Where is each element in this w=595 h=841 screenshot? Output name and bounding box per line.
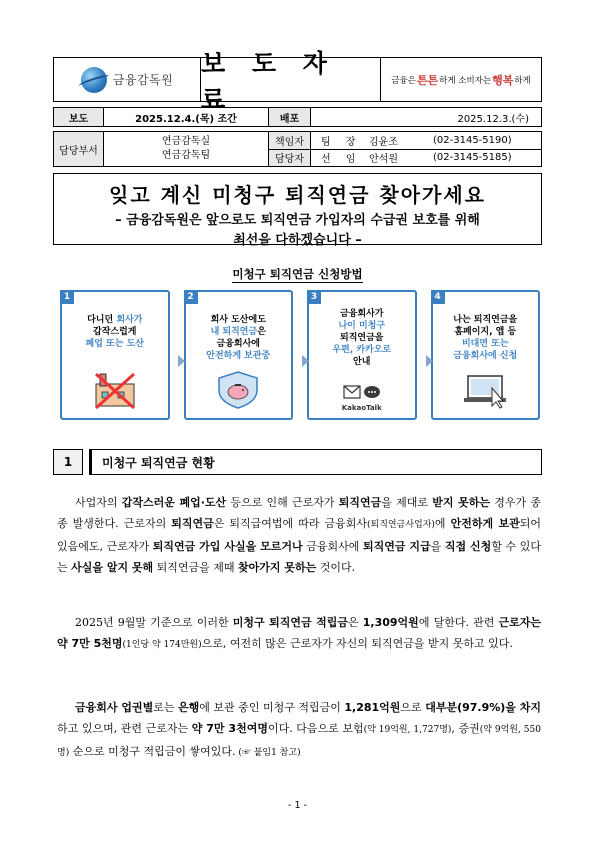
step-card-3: 3 금융회사가 나이 미청구 퇴직연금을 우편, 카카오로 안내 KakaoTalk bbox=[307, 290, 417, 420]
department-names: 연금감독실 연금감독팀 bbox=[104, 132, 269, 166]
release-label: 보도 bbox=[54, 108, 104, 126]
closed-factory-icon bbox=[92, 370, 138, 410]
arrow-right-icon bbox=[302, 355, 309, 367]
dist-label: 배포 bbox=[269, 108, 311, 126]
arrow-right-icon bbox=[426, 355, 433, 367]
steps-title: 미청구 퇴직연금 신청방법 bbox=[232, 267, 363, 281]
arrow-right-icon bbox=[178, 355, 185, 367]
org-name: 금융감독원 bbox=[112, 73, 174, 87]
department-label: 담당부서 bbox=[54, 132, 104, 166]
kakaotalk-label: KakaoTalk bbox=[341, 404, 382, 412]
org-logo bbox=[54, 58, 201, 101]
paragraph-2: 2025년 9월말 기준으로 이러한 미청구 퇴직연금 적립금은 1,309억원에 달한다. 관련 근로자는 약 7만 5천명(1인당 약 174만원)으로, 여전히 많은 근로자가 자신의 퇴직연금을 받지 못하고 있다. bbox=[57, 616, 541, 650]
contact-row: 책임자 팀 장 김윤조 (02-3145-5190) bbox=[269, 132, 541, 149]
contact-row: 담당자 선 임 안석원 (02-3145-5185) bbox=[269, 149, 541, 167]
piggy-bank-shield-icon bbox=[215, 370, 261, 410]
press-title: 보 도 자 료 bbox=[201, 58, 381, 101]
fss-globe-icon bbox=[81, 67, 107, 93]
dist-date: 2025.12.3.(수) bbox=[457, 113, 529, 125]
headline-box bbox=[53, 173, 542, 248]
laptop-click-icon bbox=[462, 370, 508, 410]
press-header bbox=[53, 48, 542, 114]
headline-subtitle: – 금융감독원은 앞으로도 퇴직연금 가입자의 수급권 보호를 위해 최선을 다하겠습니다 – bbox=[115, 213, 480, 248]
step-card-4: 4 나는 퇴직연금을 홈페이지, 앱 등 비대면 또는 금융회사에 신청 bbox=[431, 290, 541, 420]
section-title: 미청구 퇴직연금 현황 bbox=[89, 449, 542, 475]
release-date: 2025.12.4.(목) 조간 bbox=[104, 108, 269, 126]
paragraph-3: 금융회사 업권별로는 은행에 보관 중인 미청구 적립금이 1,281억원으로 대부분(97.9%)을 차지하고 있으며, 관련 근로자는 약 7만 3천여명이다. 다음으로 보험(약 19억원, 1,727명), 증권(약 9억원, 550명) 순으로 미청구 적립금이 쌓여있다. (☞ 붙임1 참고) bbox=[57, 701, 542, 758]
mail-kakao-group bbox=[332, 384, 392, 412]
release-row bbox=[53, 107, 542, 127]
headline-title: 잊고 계신 미청구 퇴직연금 찾아가세요 bbox=[109, 183, 486, 207]
step-card-1: 1 다니던 회사가 갑작스럽게 폐업 또는 도산 bbox=[60, 290, 170, 420]
section-number: 1 bbox=[53, 449, 83, 475]
contacts bbox=[269, 132, 541, 166]
step-card-2: 2 회사 도산에도 내 퇴직연금은 금융회사에 안전하게 보관중 bbox=[184, 290, 294, 420]
steps-row bbox=[60, 290, 540, 420]
slogan: 금융은 튼튼 하게 소비자는 행복 하게 bbox=[391, 73, 531, 87]
paragraph-1: 사업자의 갑작스러운 폐업·도산 등으로 인해 근로자가 퇴직연금을 제대로 받지 못하는 경우가 종종 발생한다. 근로자의 퇴직연금은 퇴직급여법에 따라 금융회사(퇴직연금사업자)에 안전하게 보관되어 있음에도, 근로자가 퇴직연금 가입 사실을 모르거나 금융회사에 퇴직연금 지급을 직접 신청할 수 있다는 사실을 알지 못해 퇴직연금을 제때 찾아가지 못하는 것이다. bbox=[57, 496, 542, 574]
mail-chat-icon bbox=[342, 384, 382, 400]
page-number: - 1 - bbox=[288, 800, 307, 811]
section-header bbox=[53, 449, 542, 475]
department-row bbox=[53, 131, 542, 167]
